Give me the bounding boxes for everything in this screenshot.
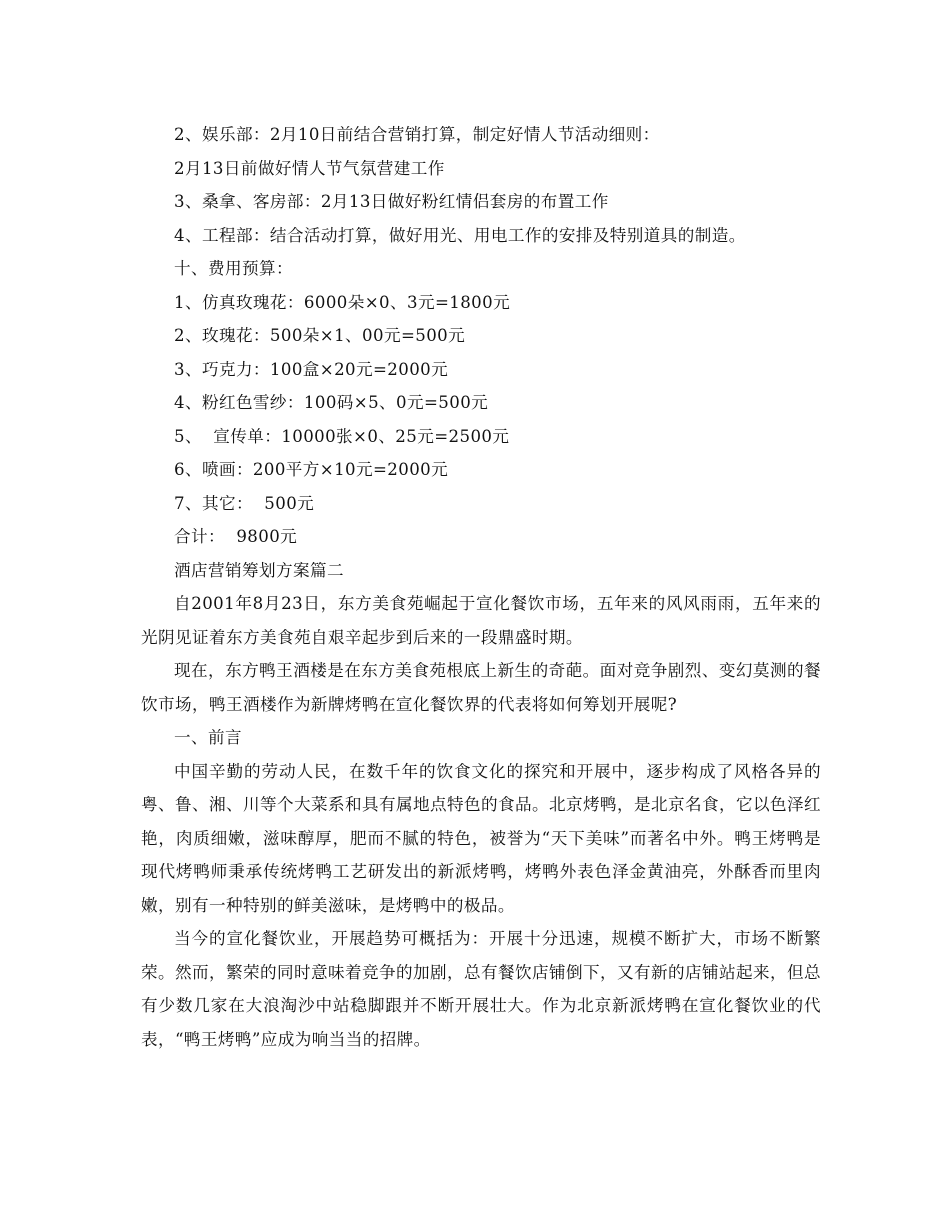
text-line: 2月13日前做好情人节气氛营建工作	[174, 158, 445, 178]
document-body	[141, 118, 821, 1056]
paragraph: 自2001年8月23日，东方美食苑崛起于宣化餐饮市场，五年来的风风雨雨，五年来的光阴见证着东方美食苑自艰辛起步到后来的一段鼎盛时期。	[141, 594, 821, 647]
budget-item: 6、喷画：200平方×10元=2000元	[174, 460, 449, 479]
budget-item: 1、仿真玫瑰花：6000朵×0、3元=1800元	[174, 292, 511, 312]
paragraph: 中国辛勤的劳动人民，在数千年的饮食文化的探究和开展中，逐步构成了风格各异的粤、鲁、湘、川等个大菜系和具有属地点特色的食品。北京烤鸭，是北京名食，它以色泽红艳，肉质细嫩，滋味醇厚，肥而不腻的特色，被誉为“天下美味”而著名中外。鸭王烤鸭是现代烤鸭师秉承传统烤鸭工艺研发出的新派烤鸭，烤鸭外表色泽金黄油亮，外酥香而里肉嫩，别有一种特别的鲜美滋味，是烤鸭中的极品。	[141, 761, 821, 915]
paragraph: 现在，东方鸭王酒楼是在东方美食苑根底上新生的奇葩。面对竞争剧烈、变幻莫测的餐饮市场，鸭王酒楼作为新牌烤鸭在宣化餐饮界的代表将如何筹划开展呢?	[141, 661, 821, 714]
budget-total: 合计： 9800元	[174, 527, 298, 546]
text-line: 2、娱乐部：2月10日前结合营销打算，制定好情人节活动细则：	[174, 125, 660, 144]
section-heading: 十、费用预算：	[174, 259, 293, 278]
budget-item: 7、其它： 500元	[174, 493, 315, 513]
paragraph: 当今的宣化餐饮业，开展趋势可概括为：开展十分迅速，规模不断扩大，市场不断繁荣。然而，繁荣的同时意味着竞争的加剧，总有餐饮店铺倒下，又有新的店铺站起来，但总有少数几家在大浪淘沙中站稳脚跟并不断开展壮大。作为北京新派烤鸭在宣化餐饮业的代表，“鸭王烤鸭”应成为响当当的招牌。	[141, 929, 821, 1049]
budget-item: 3、巧克力：100盒×20元=2000元	[174, 359, 449, 379]
budget-item: 4、粉红色雪纱：100码×5、0元=500元	[174, 393, 489, 412]
text-line: 4、工程部：结合活动打算，做好用光、用电工作的安排及特别道具的制造。	[174, 225, 746, 245]
chapter-title: 酒店营销筹划方案篇二	[174, 560, 344, 580]
budget-item: 5、 宣传单：10000张×0、25元=2500元	[174, 426, 510, 446]
text-line: 3、桑拿、客房部：2月13日做好粉红情侣套房的布置工作	[174, 192, 609, 211]
budget-item: 2、玫瑰花：500朵×1、00元=500元	[174, 326, 466, 345]
section-heading: 一、前言	[174, 728, 242, 747]
